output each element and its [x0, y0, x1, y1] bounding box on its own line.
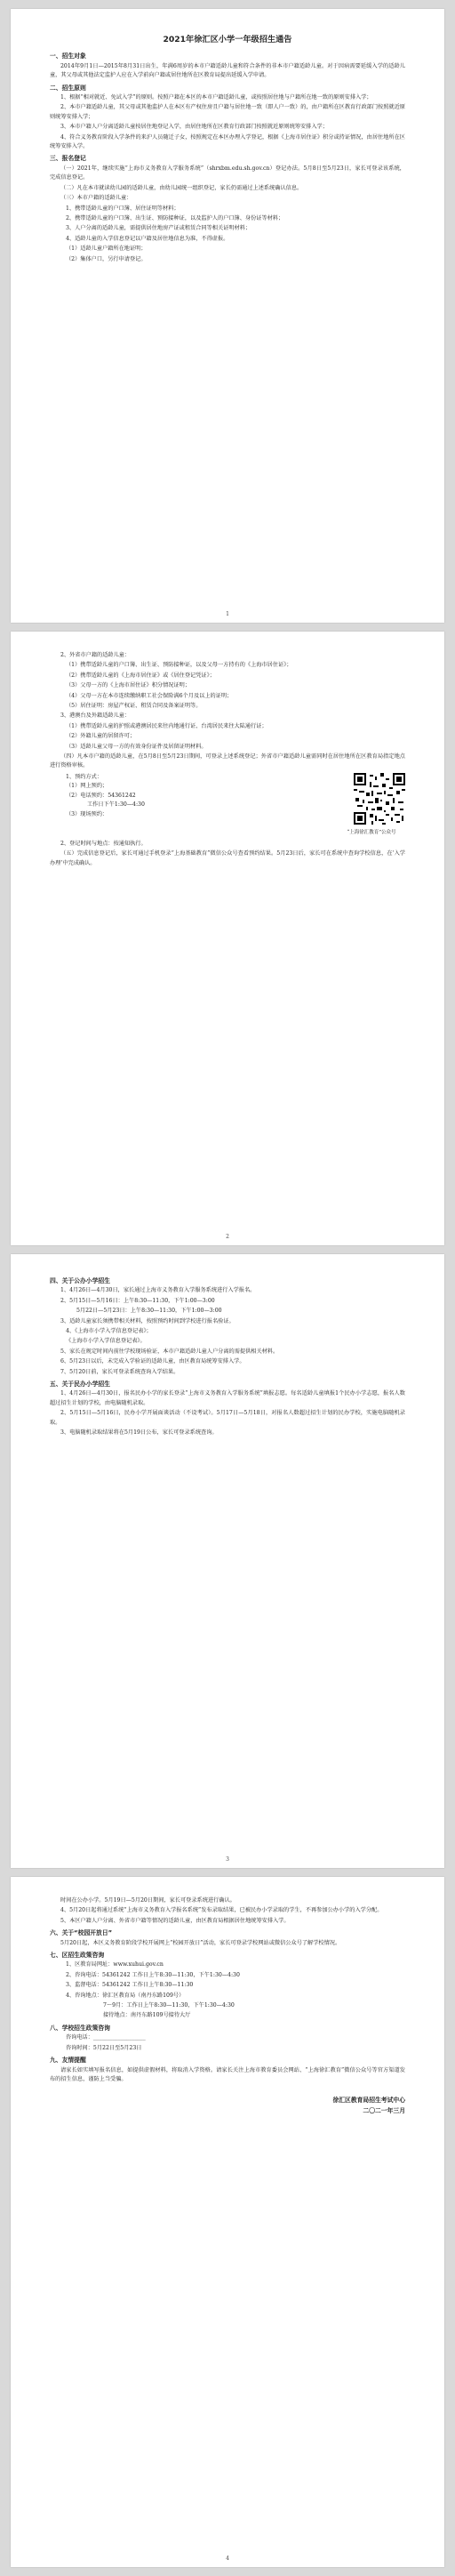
- section-heading: 一、招生对象: [50, 52, 86, 60]
- list-item: 3、人户分离的适龄儿童，需提供居住地房产证或租赁合同等相关证明材料；: [66, 225, 251, 232]
- list-item: （1）适龄儿童户籍所在地证明；: [66, 246, 147, 253]
- paragraph: 4、5月20日起将通过系统“上海市义务教育入学报名系统”发布录取结果，已被民办小学录取的学生，不再参加公办小学的入学分配。: [60, 1907, 383, 1914]
- paragraph: 5、本区户籍人户分离、外省市户籍等情况的适龄儿童，由区教育局根据居住地统筹安排入学。: [60, 1917, 290, 1924]
- list-item: （4）父母一方在本市连续缴纳职工社会保险满6个月及以上的证明；: [66, 692, 233, 699]
- list-item: （1）携带适龄儿童的护照或港澳居民来往内地通行证、台湾居民来往大陆通行证；: [66, 722, 267, 729]
- page-number: 2: [226, 1234, 229, 1240]
- appointment-line: 工作日下午1:30—4:30: [87, 801, 145, 809]
- section-heading: 二、招生原则: [50, 84, 86, 92]
- paragraph: 3、电脑随机录取结果将在5月19日公布，家长可登录系统查询。: [60, 1429, 218, 1437]
- section-heading: 七、区招生政策咨询: [50, 1952, 105, 1960]
- document-page-2: [11, 632, 444, 1245]
- list-item: （2）集体户口，另行申请登记。: [66, 255, 147, 262]
- list-item: （2）携带适龄儿童的《上海市居住证》或《居住登记凭证》；: [66, 672, 215, 679]
- page-number: 1: [226, 611, 229, 617]
- list-item: （5）居住证明：房屋产权证、租赁合同及备案证明等。: [66, 703, 202, 710]
- list-item: 1、区教育局网址：www.xuhui.gov.cn: [66, 1961, 164, 1968]
- section-heading: 五、关于民办小学招生: [50, 1381, 110, 1389]
- section-heading: 三、报名登记: [50, 155, 86, 163]
- paragraph: 3、适龄儿童家长须携带相关材料，按照预约时间到学校进行报名验证。: [60, 1317, 235, 1324]
- appointment-line: （1）网上预约；: [66, 783, 108, 790]
- paragraph: 2、外省市户籍的适龄儿童：: [60, 652, 131, 658]
- appointment-line: （2）电话预约：54361242: [66, 792, 136, 799]
- list-item: 《上海市小学入学信息登记表》。: [66, 1338, 146, 1345]
- list-item: 5月22日—5月23日：上午8:30—11:30，下午1:00—3:00: [76, 1308, 222, 1315]
- paragraph: 2、登记时间与地点：按通知执行。: [60, 840, 147, 847]
- list-item: （3）适龄儿童父母一方的有效身份证件及居留证明材料。: [66, 743, 207, 750]
- list-item: 4、《上海市小学入学信息登记表》；: [66, 1328, 152, 1335]
- page-number: 4: [226, 2556, 229, 2562]
- paragraph: 时间在公办小学。5月19日—5月20日期间，家长可登录系统进行确认。: [60, 1897, 235, 1904]
- qr-caption: “上海徐汇教育”公众号: [347, 830, 396, 836]
- paragraph: 2014年9月1日—2015年8月31日出生，年满6周岁的本市户籍适龄儿童和符合条件的非本市户籍适龄儿童。对于因病需要延缓入学的适龄儿童，其父母或其他法定监护人应在入学前向户籍或居住地所在区教育局提出延缓入学申请。: [50, 62, 405, 79]
- appointment-line: 1、预约方式：: [66, 773, 103, 780]
- signature-block: [50, 2095, 405, 2116]
- document-page-1: [11, 9, 444, 623]
- paragraph: 1、4月26日—4月30日，家长通过上海市义务教育入学服务系统进行入学报名。: [60, 1287, 256, 1294]
- paragraph: （五）完成信息登记后，家长可通过手机登录“上海基础教育”微信公众号查看预约结果。5月23日后，家长可在系统中查询学校信息，在‘入学办理’中完成确认。: [50, 850, 405, 866]
- list-item: 接待地点：南丹东路109号接待大厅: [103, 2012, 191, 2019]
- paragraph: 6、5月23日以后，未完成入学验证的适龄儿童，由区教育局统筹安排入学。: [60, 1358, 245, 1365]
- issue-date: 二〇二一年三月: [363, 2107, 405, 2115]
- paragraph: 1、根据“相对就近、免试入学”的原则。按照户籍在本区的本市户籍适龄儿童，或按照居住地与户籍所在地一致的原则安排入学；: [60, 94, 372, 101]
- list-item: 3、监督电话：54361242 工作日上午8:30—11:30: [66, 1982, 194, 1989]
- list-item: 4、适龄儿童的入学信息登记以户籍及居住地信息为准，不得虚报。: [66, 235, 229, 242]
- issuer-name: 徐汇区教育局招生考试中心: [332, 2097, 405, 2105]
- list-item: （3）父母一方的《上海市居住证》积分情况证明；: [66, 682, 191, 689]
- paragraph: 2、5月15日—5月16日：上午8:30—11:30，下午1:00—3:00: [60, 1297, 215, 1304]
- paragraph: （二）凡在本市就读幼儿园的适龄儿童，由幼儿园统一组织登记，家长仍需通过上述系统确认信息。: [60, 184, 303, 191]
- qr-code-icon[interactable]: [354, 773, 405, 825]
- list-item: （2）外籍儿童的居留许可；: [66, 733, 136, 740]
- paragraph: 2、5月15日—5月16日，民办小学开展面谈活动（不设考试）。5月17日—5月18日，对报名人数超过招生计划的民办学校，实施电脑随机录取。: [50, 1410, 405, 1426]
- paragraph: 3、本市户籍人户分离适龄儿童按居住地登记入学，由居住地所在区教育行政部门按照就近原则统筹安排入学；: [60, 124, 328, 131]
- section-heading: 九、友情提醒: [50, 2057, 86, 2065]
- list-item: 4、咨询地点：徐汇区教育局（南丹东路109号）: [66, 1992, 185, 1999]
- section-heading: 八、学校招生政策咨询: [50, 2024, 110, 2032]
- list-item: 2、咨询电话：54361242 工作日上午8:30—11:30，下午1:30—4:30: [66, 1971, 240, 1978]
- list-item: 咨询时间：5月22日至5月23日: [66, 2044, 142, 2051]
- document-page-3: [11, 1254, 444, 1868]
- list-item: 2、携带适龄儿童的户口簿、出生证、预防接种证，以及监护人的户口簿、身份证等材料；: [66, 214, 284, 221]
- paragraph: 4、符合义务教育阶段入学条件的来沪人员随迁子女，按照规定在本区办理入学登记，根据《上海市居住证》积分或持证情况，由居住地所在区统筹安排入学。: [50, 133, 405, 150]
- paragraph: （一）2021年，继续实施“上海市义务教育入学服务系统”（shrxbm.edu.sh.gov.cn）登记办法。5月8日至5月23日，家长可登录该系统，完成信息登记。: [50, 165, 405, 181]
- paragraph: （三）本市户籍的适龄儿童：: [60, 195, 132, 202]
- list-item: 7～9月：工作日上午8:30—11:30，下午1:30—4:30: [103, 2002, 235, 2009]
- paragraph: 1、4月26日—4月30日，报名民办小学的家长登录“上海市义务教育入学服务系统”填报志愿。每名适龄儿童填报1个民办小学志愿，报名人数超过招生计划的学校，由电脑随机录取。: [50, 1390, 405, 1406]
- list-item: （1）携带适龄儿童的户口簿、出生证、预防接种证，以及父母一方持有的《上海市居住证》；: [66, 662, 292, 669]
- paragraph: （四）凡本市户籍的适龄儿童，在5月8日至5月23日期间，可登录上述系统登记；外省市户籍适龄儿童需同时在居住地所在区教育局指定地点进行资格审核。: [50, 753, 405, 769]
- paragraph: 3、港澳台及外籍适龄儿童：: [60, 712, 131, 720]
- section-heading: 四、关于公办小学招生: [50, 1277, 110, 1284]
- list-item: 咨询电话：___________________: [66, 2034, 146, 2041]
- document-page-4: [11, 1877, 444, 2567]
- document-title: 2021年徐汇区小学一年级招生通告: [163, 35, 292, 44]
- paragraph: 2、本市户籍适龄儿童，其父母或其他监护人在本区有产权住房且户籍与居住地一致（即人户一致）的，由户籍所在区教育行政部门按照就近原则统筹安排入学；: [50, 104, 405, 120]
- section-heading: 六、关于“校园开放日”: [50, 1929, 113, 1937]
- appointment-block: [66, 773, 405, 838]
- list-item: 1、携带适龄儿童的户口簿、居住证明等材料；: [66, 205, 180, 212]
- page-number: 3: [226, 1856, 229, 1863]
- paragraph: 请家长如实填写报名信息，如提供虚假材料，将取消入学资格。请家长关注上海市教育委员会网站、“上海徐汇教育”微信公众号等官方渠道发布的招生信息，谨防上当受骗。: [50, 2066, 405, 2082]
- paragraph: 5、家长在规定时间内前往学校现场验证，本市户籍适龄儿童人户分离的需提供相关材料。: [60, 1348, 279, 1355]
- appointment-line: （3）现场预约：: [66, 810, 108, 817]
- paragraph: 7、5月20日前，家长可登录系统查询入学结果。: [60, 1368, 180, 1375]
- paragraph: 5月20日起，本区义务教育阶段学校开展网上“校园开放日”活动，家长可登录学校网站或微信公众号了解学校情况。: [60, 1939, 341, 1946]
